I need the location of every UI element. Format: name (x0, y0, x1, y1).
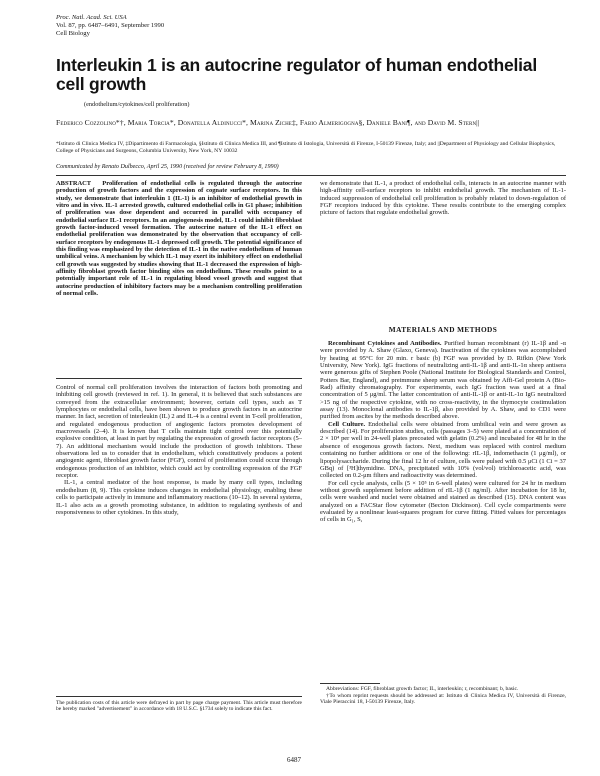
section-heading: MATERIALS AND METHODS (388, 325, 498, 334)
journal-volume: Vol. 87, pp. 6487–6491, September 1990 (56, 21, 165, 29)
publication-footnote: The publication costs of this article were defrayed in part by page charge payment. This article must therefore be hereby marked "advertisement" in accordance with 18 U.S.C. §1734 solely to indicate this fact. (56, 700, 302, 713)
journal-name: Proc. Natl. Acad. Sci. USA (56, 14, 127, 21)
footnote-rule (56, 696, 302, 697)
journal-section: Cell Biology (56, 29, 90, 37)
reprint-footnote: †To whom reprint requests should be addressed at: Istituto di Clinica Medica IV, Università di Firenze, Viale Pieraccini 18, I-50139 Firenze, Italy. (320, 692, 566, 706)
methods-text: Purified human recombinant (r) IL-1β and -α were provided by A. Shaw (Glaxo, Geneva). Inactivation of the cytokines was accomplished by heating at 95°C for 20 min. r basic (b) FGF was provided by D. Rifkin (New York University, New York). IgG fractions of neutralizing anti-IL-1β and anti-IL-1α sheep antisera were generous gifts of Stephen Poole (National Institute for Biological Standards and Control, Potters Bar, England), and preimmune sheep serum was obtained by Affi-Gel protein A (Bio-Rad) affinity chromatography. For experiments, each IgG fraction was used at a final concentration of 5 μg/ml. The latter concentration of anti-IL-1β or anti-IL-1α IgG neutralized >15 ng of the respective cytokine, with no cross-reactivity, in the thymocyte costimulation assay (13). Monoclonal antibodies to IL-1β, also provided by A. Shaw, and to CD1 were purified from ascites by the methods described above. (320, 340, 566, 421)
methods-paragraph (320, 480, 566, 524)
footnote-rule (320, 683, 380, 684)
intro-continued: we demonstrate that IL-1, a product of endothelial cells, interacts in an autocrine manner with high-affinity cell-surface receptors to inhibit endothelial growth. The mechanism of IL-1-induced suppression of endothelial cell proliferation is probably related to down-regulation of FGF receptors induced by this cytokine. These results contribute to the emerging complex picture of factors that regulate endothelial growth. (320, 180, 566, 217)
communicated-by: Communicated by Renato Dulbecco, April 25, 1990 (received for review February 8, 1990) (56, 164, 279, 170)
methods-text: For cell cycle analysis, cells (5 × 10⁵ in 6-well plates) were cultured for 24 hr in medium without growth supplement before addition of rIL-1β (1 ng/ml). After incubation for 18 hr, cells were washed and nuclei were obtained and stained as described (15). DNA content was analyzed on a FACStar flow cytometer (Becton Dickinson). Cell cycle compartments were evaluated by a nonlinear least-squares program for curve fitting. Fitted values for percentages of cells in G₁, S, (320, 479, 566, 524)
author-list: Federico Cozzolino*†, Maria Torcia*, Donatella Aldinucci*, Marina Ziche‡, Fabio Almerigogna§, Daniele Bani¶, and David M. Stern|| (56, 118, 480, 127)
article-title: Interleukin 1 is an autocrine regulator of human endothelial cell growth (56, 55, 537, 94)
footnotes (320, 686, 566, 706)
introduction (56, 384, 302, 516)
subsection-title: Cell Culture. (328, 420, 366, 428)
methods-paragraph (320, 421, 566, 480)
journal-header (56, 14, 164, 37)
abbreviations-footnote: Abbreviations: FGF, fibroblast growth factor; IL, interleukin; r, recombinant; b, basic. (326, 686, 519, 692)
keywords: (endothelium/cytokines/cell proliferation) (84, 101, 190, 108)
methods-section (320, 340, 566, 524)
methods-text: Endothelial cells were obtained from umbilical vein and were grown as described (14). For proliferation studies, cells (passages 3–5) were plated at a concentration of 2 × 10⁴ per well in 24-well plates precoated with gelatin (0.2%) and incubated for 48 hr in the absence of exogenous growth factors. Next, medium was replaced with control medium containing no further additions or one of the following: rIL-1β, indomethacin (1 μg/ml), or lipopolysaccharide. During the final 12 hr of culture, cells were pulsed with 0.5 μCi (1 Ci = 37 GBq) of [³H]thymidine. DNA, precipitated with 10% (vol/vol) trichloroacetic acid, was collected on 0.2-μm filters and radioactivity was determined. (320, 420, 566, 480)
intro-paragraph: Control of normal cell proliferation involves the interaction of factors both promoting and inhibiting cell growth (reviewed in ref. 1). In general, it is believed that such substances are conveyed from the extracellular environment; however, certain cell types, such as T lymphocytes or endothelial cells, have been shown to produce growth factors in an autocrine manner. In fact, secretion of interleukin (IL) 2 and IL-4 is a central event in T-cell proliferation, and regulated endogenous production of angiogenic factors promotes development of macrovessels (2–4). It is known that T cells maintain tight control over this potentially explosive condition, at least in part by regulating the expression of growth factor receptors (5–7). An additional mechanism would include the production of growth inhibitors. These observations led us to consider that in endothelium, which constitutively produces a potent angiogenic agent, fibroblast growth factor (FGF), control of proliferation could occur through endogenous production of an inhibitor, which could act by controlling expression of the FGF receptor. (56, 384, 302, 480)
affiliations: *Istituto di Clinica Medica IV, ‡Dipartimento di Farmacologia, §Istituto di Clinica Medica III, and ¶Istituto di Istologia, Università di Firenze, I-50139 Firenze, Italy; and ||Department of Physiology and Cellular Biophysics, College of Physicians and Surgeons, Columbia University, New York, NY 10032 (56, 141, 556, 154)
abstract-text: Proliferation of endothelial cells is regulated through the autocrine production of growth factors and the expression of cognate surface receptors. In this study, we demonstrate that interleukin 1 (IL-1) is an inhibitor of endothelial growth in vitro and in vivo. IL-1 arrested growth, cultured endothelial cells in G1 phase; inhibition of proliferation was dose dependent and occurred in parallel with occupancy of endothelial surface IL-1 receptors. In an angiogenesis model, IL-1 could inhibit fibroblast growth factor-induced vessel formation. The autocrine nature of the IL-1 effect on endothelial proliferation was demonstrated by the observation that occupancy of cell-surface receptors by endogenous IL-1 depressed cell growth. The potential significance of this finding was emphasized by the detection of IL-1 in the native endothelium of human umbilical veins. A mechanism by which IL-1 may exert its inhibitory effect on endothelial cell growth was suggested by studies showing that IL-1 decreased the expression of high-affinity fibroblast growth factor binding sites on endothelium. These results point to a potentially important role of IL-1 in regulating blood vessel growth and suggest that autocrine production of inhibitory factors may be a mechanism controlling proliferation of normal cells. (56, 180, 302, 298)
page-number: 6487 (287, 756, 301, 764)
abstract-rule (56, 378, 302, 379)
methods-paragraph (320, 340, 566, 421)
abstract-label: ABSTRACT (56, 180, 92, 187)
header-rule (56, 175, 566, 176)
abstract (56, 180, 302, 298)
subsection-title: Recombinant Cytokines and Antibodies. (328, 340, 442, 347)
intro-paragraph: IL-1, a central mediator of the host response, is made by many cell types, including endothelium (8, 9). This cytokine induces changes in endothelial physiology, enabling these cells to participate actively in immune and inflammatory reactions (10–12). In several systems, IL-1 also acts as a growth promoting substance, in addition to regulating synthesis of and responsiveness to other cytokines. In this study, (56, 479, 302, 516)
